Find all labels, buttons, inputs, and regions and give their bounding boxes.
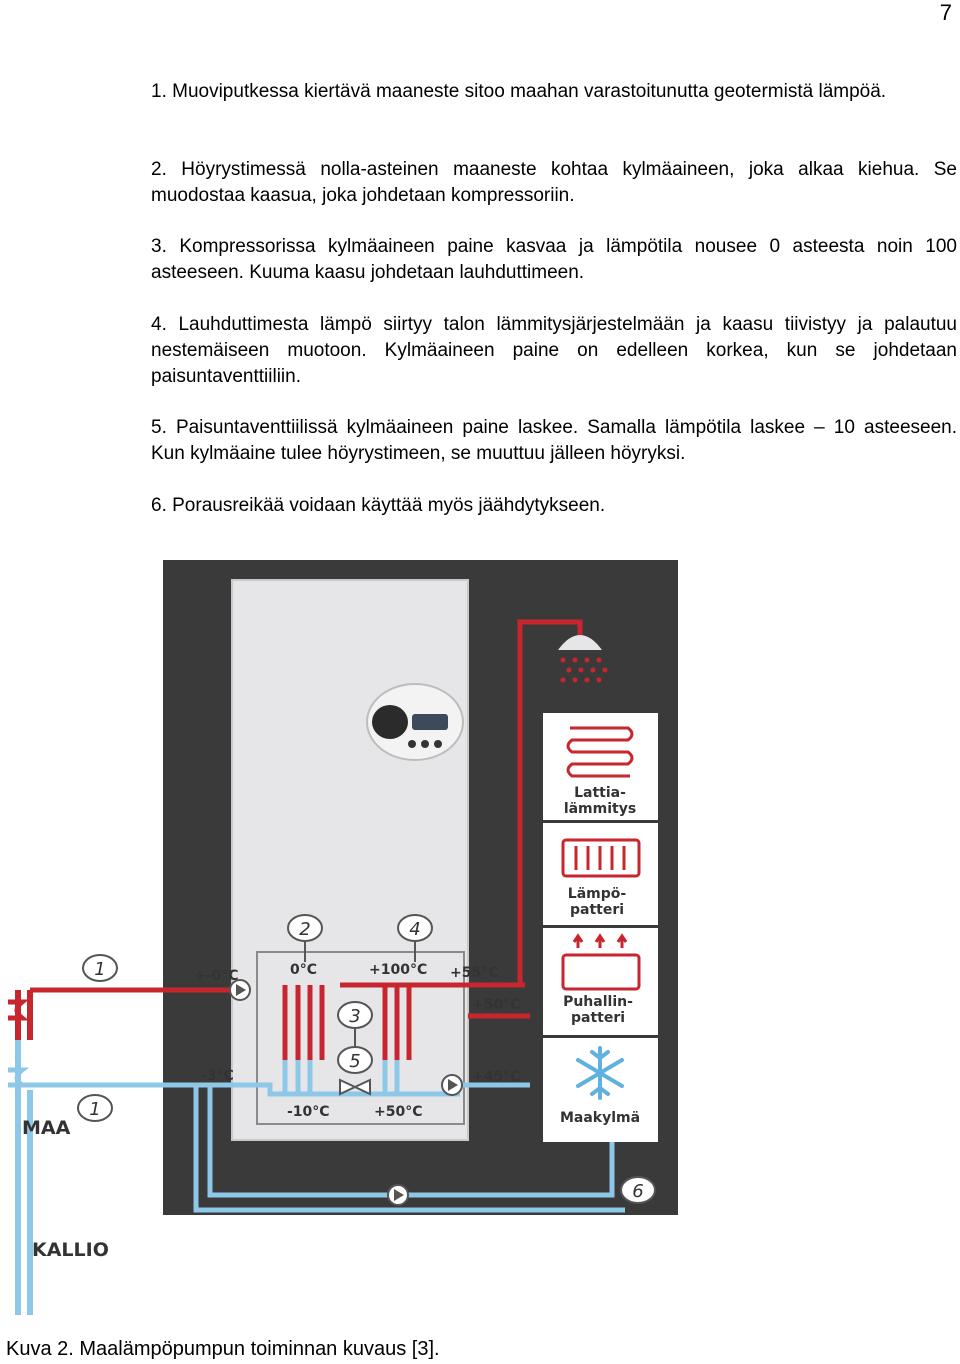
- fan-coil-label-2: patteri: [570, 1010, 626, 1026]
- heat-pump-diagram: [0, 555, 960, 1315]
- radiator-label-2: patteri: [569, 902, 625, 918]
- paragraph-6: 6. Porausreikää voidaan käyttää myös jäähdytykseen.: [151, 495, 606, 516]
- temp-outlet-top: +55°C: [450, 965, 499, 981]
- marker-1a: 1: [94, 959, 106, 980]
- paragraph-5: 5. Paisuntaventtiilissä kylmäaineen paine laskee. Samalla lämpötila laskee – 10 asteeseen. Kun kylmäaine tulee höyrystimeen, se muuttuu jälleen höyryksi.: [151, 417, 957, 464]
- paragraph-3: 3. Kompressorissa kylmäaineen paine kasvaa ja lämpötila nousee 0 asteesta noin 100 asteeseen. Kuuma kaasu johdetaan lauhduttimeen.: [151, 236, 957, 283]
- paragraph-2: 2. Höyrystimessä nolla-asteinen maaneste kohtaa kylmäaineen, joka alkaa kiehua. Se muodostaa kaasua, joka johdetaan kompressoriin.: [151, 159, 957, 206]
- paragraph-1: 1. Muoviputkessa kiertävä maaneste sitoo maahan varastoitunutta geotermistä lämpöä.: [151, 81, 887, 102]
- ground-label: MAA: [22, 1117, 71, 1139]
- page-number: 7: [939, 0, 952, 25]
- ground-cooling-label: Maakylmä: [559, 1110, 641, 1126]
- figure-caption: Kuva 2. Maalämpöpumpun toiminnan kuvaus [3].: [6, 1338, 440, 1360]
- marker-2: 2: [299, 919, 311, 940]
- temp-outlet-low: +45°C: [472, 1069, 521, 1085]
- temp-outlet-mid: +50°C: [472, 997, 521, 1013]
- marker-4: 4: [409, 919, 421, 940]
- temp-inlet-top: +-0°C: [194, 968, 239, 984]
- control-panel-icon: [367, 684, 463, 760]
- marker-5: 5: [349, 1051, 361, 1072]
- floor-heating-label-1: Lattia-: [574, 785, 626, 801]
- fan-coil-label-1: Puhallin-: [563, 994, 633, 1010]
- paragraph-4: 4. Lauhduttimesta lämpö siirtyy talon lämmitysjärjestelmään ja kaasu tiivistyy ja palautuu nestemäiseen muotoon. Kylmäaineen paine on edelleen korkea, kun se johdetaan paisuntaventtiiliin.: [151, 314, 957, 387]
- marker-6: 6: [632, 1181, 644, 1202]
- temp-inlet-bottom: -3°C: [201, 1068, 234, 1084]
- temp-evaporator-top: 0°C: [290, 962, 318, 978]
- rock-label: KALLIO: [32, 1239, 109, 1261]
- floor-heating-label-2: lämmitys: [563, 801, 637, 817]
- radiator-label-1: Lämpö-: [567, 886, 627, 902]
- temp-condenser-bottom: +50°C: [374, 1104, 423, 1120]
- marker-1b: 1: [89, 1099, 101, 1120]
- temp-condenser-top: +100°C: [369, 962, 428, 978]
- temp-evaporator-bottom: -10°C: [287, 1104, 330, 1120]
- marker-3: 3: [349, 1006, 361, 1027]
